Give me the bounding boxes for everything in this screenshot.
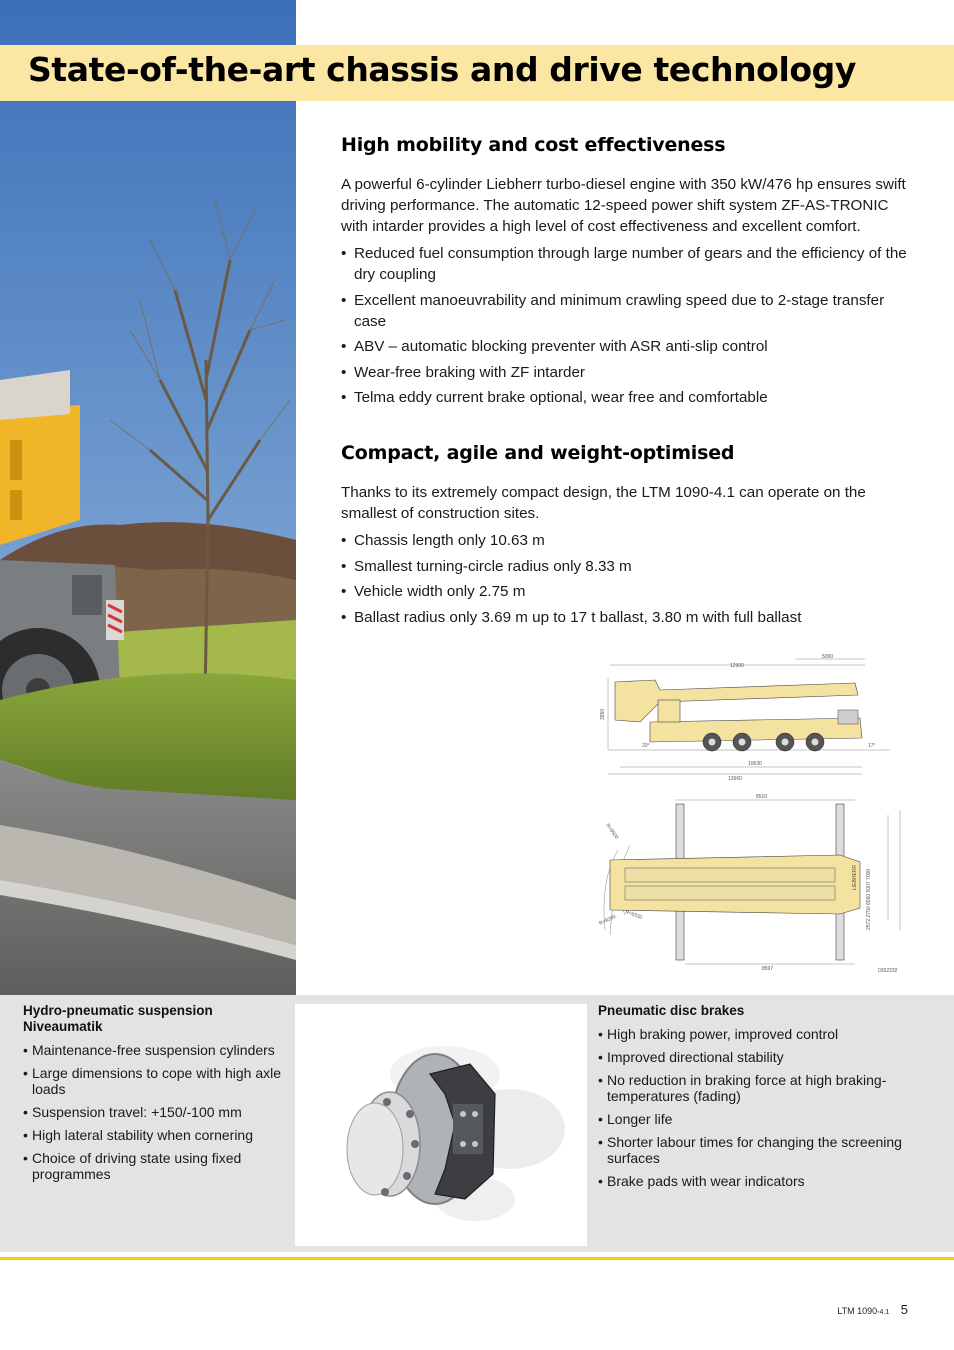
angle-front: 17° [868, 743, 876, 749]
top-view-drawing [570, 790, 910, 980]
dim-bottom-overall: 12660 [728, 776, 742, 780]
list-item: • High braking power, improved control [598, 1026, 928, 1042]
list-item: • Reduced fuel consumption through large number of gears and the efficiency of the dry coupling [341, 243, 910, 285]
list-item: • Vehicle width only 2.75 m [341, 581, 910, 602]
page-title: State-of-the-art chassis and drive technology [28, 50, 856, 89]
feature-list [23, 1042, 285, 1182]
section-mobility [341, 132, 910, 408]
dim-height: 3950 [600, 708, 606, 720]
drawing-number: 0262232 [878, 968, 898, 974]
dim-top-front: 5090 [822, 654, 834, 660]
model-name: LTM 1090 [837, 1306, 878, 1316]
list-item: • Suspension travel: +150/-100 mm [23, 1104, 285, 1120]
list-item: • Improved directional stability [598, 1049, 928, 1065]
page-number: 5 [900, 1302, 908, 1317]
list-item: • No reduction in braking force at high braking-temperatures (fading) [598, 1072, 928, 1104]
section-compact [341, 440, 910, 628]
list-item: • Ballast radius only 3.69 m up to 17 t ballast, 3.80 m with full ballast [341, 607, 910, 628]
list-item: • Telma eddy current brake optional, wear free and comfortable [341, 387, 910, 408]
crane-photo [0, 0, 296, 995]
feature-title: Pneumatic disc brakes [598, 1003, 745, 1018]
radius-2: R=8330 [624, 909, 643, 921]
list-item: • Brake pads with wear indicators [598, 1173, 928, 1189]
disc-brake-image [295, 1004, 587, 1246]
dim-outrigger-top: 8510 [756, 794, 768, 800]
section-intro: Thanks to its extremely compact design, the LTM 1090-4.1 can operate on the smallest of construction sites. [341, 484, 866, 522]
main-text-column [341, 132, 910, 632]
page-footer [837, 1302, 908, 1317]
section-intro: A powerful 6-cylinder Liebherr turbo-diesel engine with 350 kW/476 hp ensures swift driving performance. The automatic 12-speed power shift system ZF-AS-TRONIC with intarder provides a high level of cost effectiveness and excellent comfort. [341, 176, 906, 235]
brand-label: LIEBHERR [852, 864, 858, 890]
feature-suspension [23, 1003, 285, 1189]
list-item: • Smallest turning-circle radius only 8.33 m [341, 556, 910, 577]
list-item: • Shorter labour times for changing the screening surfaces [598, 1134, 928, 1166]
radius-1: R=9500 [604, 822, 620, 841]
dim-outrigger-bottom: 8597 [762, 966, 774, 972]
feature-title: Hydro-pneumatic suspension Niveaumatik [23, 1003, 213, 1034]
list-item: • ABV – automatic blocking preventer with ASR anti-slip control [341, 336, 910, 357]
section-heading: High mobility and cost effectiveness [341, 134, 726, 156]
list-item: • Chassis length only 10.63 m [341, 530, 910, 551]
bullet-list [341, 530, 910, 628]
list-item: • Maintenance-free suspension cylinders [23, 1042, 285, 1058]
list-item: • High lateral stability when cornering [23, 1127, 285, 1143]
dim-widths: 2572 2750 6560 5007 7000 [866, 868, 872, 930]
list-item: • Longer life [598, 1111, 928, 1127]
radius-3: R=9200 [598, 913, 617, 927]
section-heading: Compact, agile and weight-optimised [341, 442, 735, 464]
list-item: • Large dimensions to cope with high axle loads [23, 1065, 285, 1097]
footer-accent-rule [0, 1257, 954, 1260]
list-item: • Choice of driving state using fixed programmes [23, 1150, 285, 1182]
model-variant: -4.1 [877, 1309, 890, 1316]
dim-top-overall: 12900 [730, 663, 744, 669]
feature-list [598, 1026, 928, 1189]
angle-rear: 20° [642, 743, 650, 749]
list-item: • Wear-free braking with ZF intarder [341, 362, 910, 383]
side-view-drawing [600, 650, 900, 780]
list-item: • Excellent manoeuvrability and minimum crawling speed due to 2-stage transfer case [341, 290, 910, 332]
dim-chassis: 10630 [748, 761, 762, 767]
bullet-list [341, 243, 910, 408]
feature-brakes [598, 1003, 928, 1196]
